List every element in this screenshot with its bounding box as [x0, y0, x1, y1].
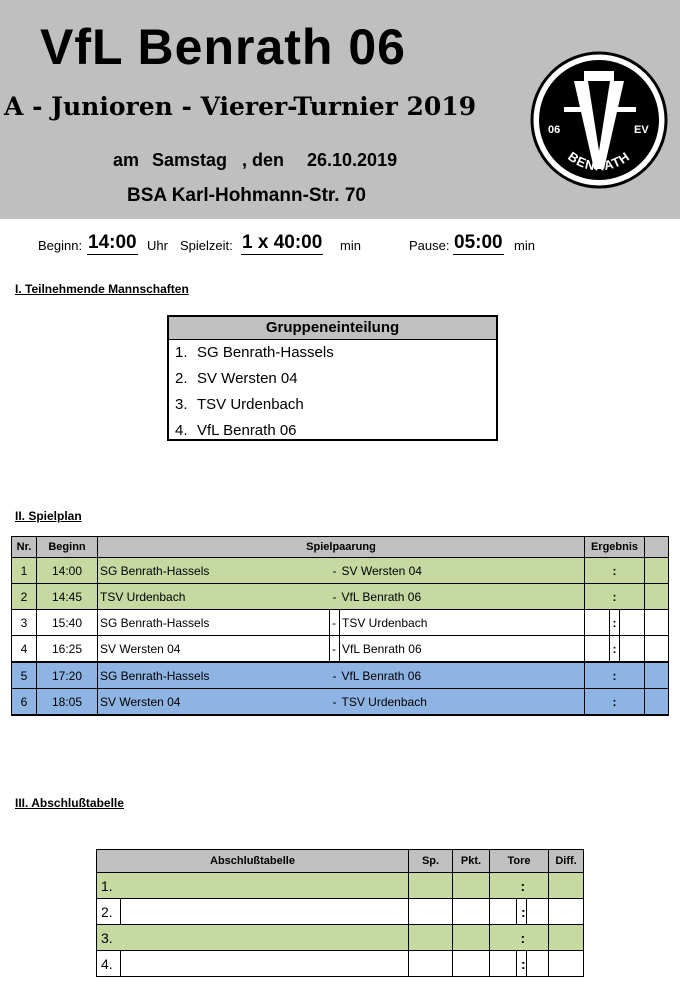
- group-team: 1. SG Benrath-Hassels: [175, 344, 334, 361]
- match-date: 26.10.2019: [307, 150, 398, 170]
- standings-header-row: [97, 850, 584, 873]
- standings-row: 3. :: [97, 925, 584, 951]
- col-goals: Tore: [490, 850, 549, 873]
- begin-value: 14:00: [88, 232, 137, 253]
- pause-unit: min: [514, 238, 535, 253]
- venue: BSA Karl-Hohmann-Str. 70: [127, 185, 366, 206]
- group-box-title: Gruppeneinteilung: [169, 317, 496, 340]
- date-separator: , den: [242, 150, 285, 170]
- col-result: Ergebnis: [585, 537, 645, 558]
- match-row: 1 14:00 SG Benrath-Hassels - SV Wersten 04 :: [12, 558, 669, 584]
- col-diff: Diff.: [549, 850, 584, 873]
- playtime-value: 1 x 40:00: [242, 232, 323, 253]
- group-box: [167, 315, 498, 441]
- col-begin: Beginn: [37, 537, 98, 558]
- group-team: 4. VfL Benrath 06: [175, 422, 297, 439]
- standings-row: 2. :: [97, 899, 584, 925]
- pause-value: 05:00: [454, 232, 503, 253]
- standings-row: 4. :: [97, 951, 584, 977]
- match-row: 5 17:20 SG Benrath-Hassels - VfL Benrath 06 :: [12, 662, 669, 689]
- playtime-label: Spielzeit:: [180, 238, 233, 253]
- section-table-title: III. Abschlußtabelle: [15, 796, 124, 810]
- col-pairing: Spielpaarung: [98, 537, 585, 558]
- date-prefix: am: [113, 150, 140, 170]
- begin-unit: Uhr: [147, 238, 168, 253]
- match-row: 3 15:40 SG Benrath-Hassels - TSV Urdenbach :: [12, 610, 669, 636]
- schedule-table: [11, 536, 669, 716]
- logo-right-text: EV: [634, 124, 649, 136]
- logo-bottom-text: BENRATH: [565, 148, 633, 174]
- section-schedule-title: II. Spielplan: [15, 509, 82, 523]
- col-nr: Nr.: [12, 537, 37, 558]
- col-standings-name: Abschlußtabelle: [97, 850, 409, 873]
- match-row: 4 16:25 SV Wersten 04 - VfL Benrath 06 :: [12, 636, 669, 663]
- club-logo: [530, 51, 668, 189]
- playtime-unit: min: [340, 238, 361, 253]
- group-team: 3. TSV Urdenbach: [175, 396, 304, 413]
- group-team: 2. SV Wersten 04: [175, 370, 298, 387]
- schedule-header-row: [12, 537, 669, 558]
- match-row: 2 14:45 TSV Urdenbach - VfL Benrath 06 :: [12, 584, 669, 610]
- standings-table: [96, 849, 584, 977]
- weekday: Samstag: [152, 150, 228, 170]
- section-teams-title: I. Teilnehmende Mannschaften: [15, 282, 189, 296]
- pause-label: Pause:: [409, 238, 450, 253]
- match-row: 6 18:05 SV Wersten 04 - TSV Urdenbach :: [12, 689, 669, 716]
- col-games: Sp.: [409, 850, 453, 873]
- logo-left-text: 06: [548, 124, 561, 136]
- col-extra: [645, 537, 669, 558]
- tournament-title: A - Junioren - Vierer-Turnier 2019: [4, 92, 477, 121]
- col-points: Pkt.: [453, 850, 490, 873]
- standings-row: 1. :: [97, 873, 584, 899]
- club-title: VfL Benrath 06: [40, 19, 406, 75]
- begin-label: Beginn:: [38, 238, 83, 253]
